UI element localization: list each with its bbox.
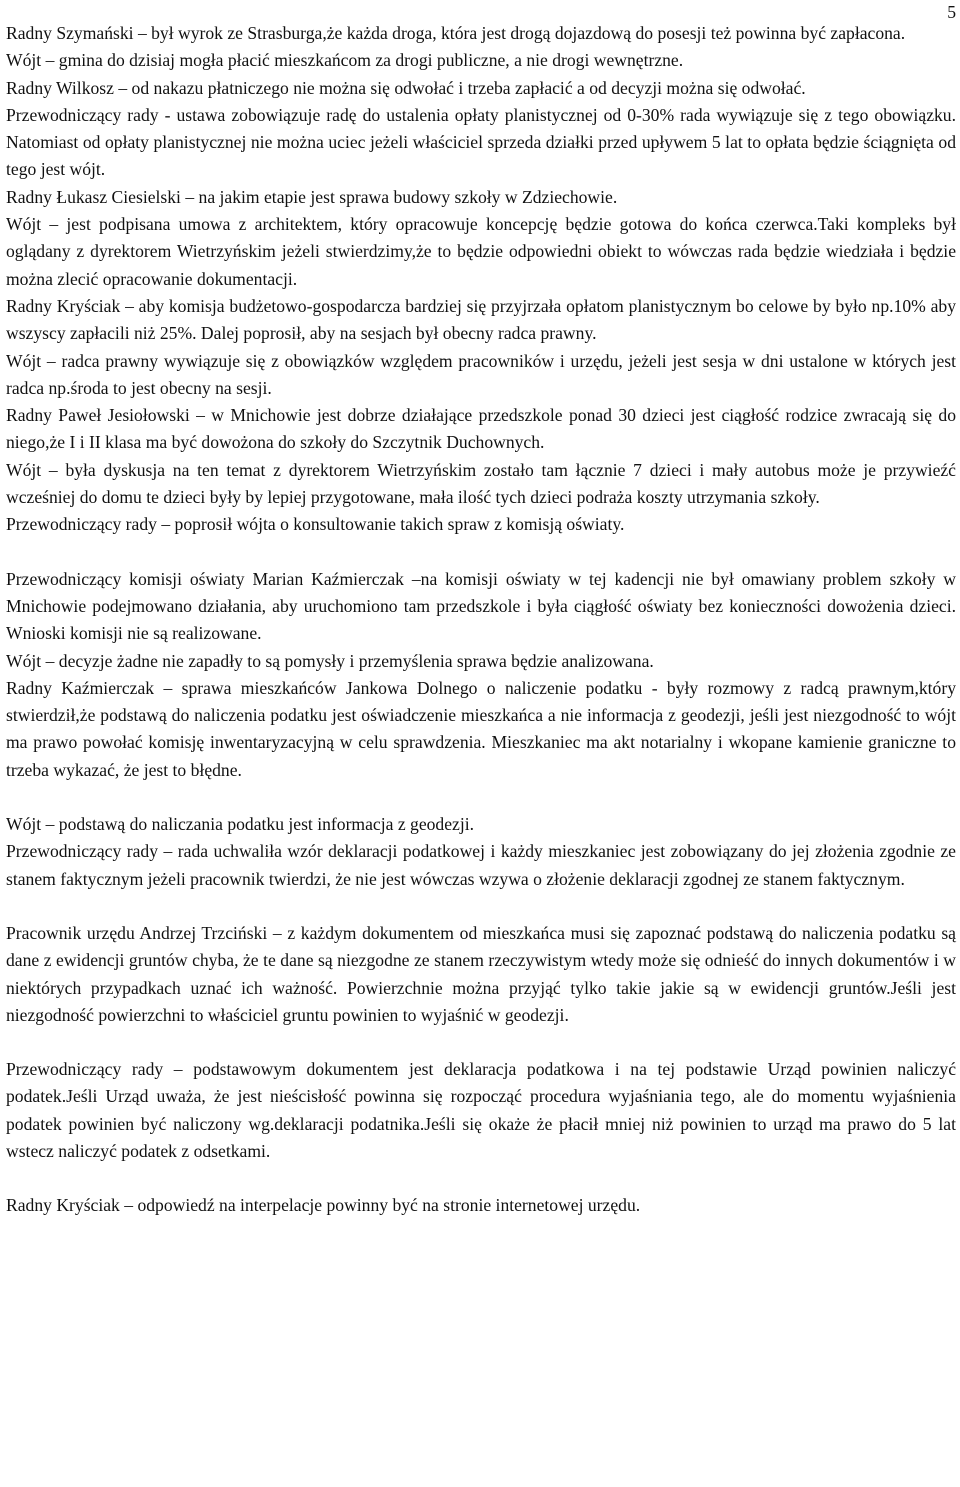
paragraph: Radny Szymański – był wyrok ze Strasburga,że każda droga, która jest drogą dojazdową do posesji też powinna być zapłacona.: [6, 23, 906, 43]
paragraph: Przewodniczący rady – podstawowym dokumentem jest deklaracja podatkowa i na tej podstawie Urząd powinien naliczyć podatek.Jeśli Urząd uważa, że jest nieścisłość powinna się rozpocząć procedura wyjaśniania tego, ale do momentu wyjaśnienia podatek powinien być naliczony wg.deklaracji podatnika.Jeśli się okaże że płacił mniej niż powinien to urząd ma prawo do 5 lat wstecz naliczyć podatek z odsetkami.: [6, 1059, 956, 1161]
paragraph: Przewodniczący rady - ustawa zobowiązuje radę do ustalenia opłaty planistycznej od 0-30% rada wywiązuje się z tego obowiązku. Natomiast od opłaty planistycznej nie można uciec jeżeli właściciel sprzeda działki przed upływem 5 lat to opłata będzie ściągnięta od tego jest wójt.: [6, 104, 956, 180]
paragraph: Przewodniczący komisji oświaty Marian Kaźmierczak –na komisji oświaty w tej kadencji nie był omawiany problem szkoły w Mnichowie podejmowano działania, aby uruchomiono tam przedszkole i była ciągłość oświaty bez konieczności dowożenia dzieci. Wnioski komisji nie są realizowane.: [6, 568, 956, 644]
paragraph: Radny Kaźmierczak – sprawa mieszkańców Jankowa Dolnego o naliczenie podatku - były rozmowy z radcą prawnym,który stwierdził,że podstawą do naliczenia podatku jest oświadczenie mieszkańca a nie informacja z geodezji, jeśli jest niezgodność to wójt ma prawo powołać komisję inwentaryzacyjną w celu sprawdzenia. Mieszkaniec ma akt notarialny i wkopane kamienie graniczne to trzeba wykazać, że jest to błędne.: [6, 677, 956, 780]
paragraph: Radny Kryściak – odpowiedź na interpelacje powinny być na stronie internetowej urzędu.: [6, 1195, 641, 1216]
paragraph: Pracownik urzędu Andrzej Trzciński – z każdym dokumentem od mieszkańca musi się zapoznać podstawą do naliczenia podatku są dane z ewidencji gruntów chyba, że te dane są niezgodne ze stanem rzeczywistym wtedy może się odnieść do innych dokumentów i w niektórych przypadkach uznać ich ważność. Powierzchnie można przyjąć tylko takie jakie są w ewidencji gruntów.Jeśli jest niezgodność powierzchni to właściciel gruntu powinien to wyjaśnić w geodezji.: [6, 922, 956, 1025]
paragraph: Wójt – decyzje żadne nie zapadły to są pomysły i przemyślenia sprawa będzie analizowana.: [6, 650, 654, 671]
paragraph: Radny Łukasz Ciesielski – na jakim etapie jest sprawa budowy szkoły w Zdziechowie.: [6, 186, 618, 207]
page-number: 5: [947, 2, 956, 22]
paragraph: Radny Wilkosz – od nakazu płatniczego nie można się odwołać i trzeba zapłacić a od decyzji można się odwołać.: [6, 77, 806, 98]
paragraph: Radny Kryściak – aby komisja budżetowo-gospodarcza bardziej się przyjrzała opłatom planistycznym bo celowe by było np.10% aby wszyscy zapłacili niż 25%. Dalej poprosił, aby na sesjach był obecny radca prawny.: [6, 295, 956, 344]
paragraph: Wójt – gmina do dzisiaj mogła płacić mieszkańcom za drogi publiczne, a nie drogi wewnętrzne.: [6, 50, 684, 71]
paragraph: Wójt – podstawą do naliczania podatku jest informacja z geodezji.: [6, 814, 475, 835]
paragraph-list: [6, 20, 956, 1220]
paragraph: Radny Paweł Jesiołowski – w Mnichowie jest dobrze działające przedszkole ponad 30 dzieci jest ciągłość rodzice zwracają się do niego,że I i II klasa ma być dowożona do szkoły do Szczytnik Duchownych.: [6, 405, 956, 453]
paragraph: Wójt – była dyskusja na ten temat z dyrektorem Wietrzyńskim zostało tam łącznie 7 dzieci i mały autobus może je przywieźć wcześniej do domu te dzieci były by lepiej przygotowane, mała ilość tych dzieci podraża koszty utrzymania szkoły.: [6, 459, 956, 508]
paragraph: Wójt – radca prawny wywiązuje się z obowiązków względem pracowników i urzędu, jeżeli jest sesja w dni ustalone w których jest radca np.środa to jest obecny na sesji.: [6, 350, 956, 398]
paragraph: Przewodniczący rady – poprosił wójta o konsultowanie takich spraw z komisją oświaty.: [6, 514, 625, 535]
paragraph: Przewodniczący rady – rada uchwaliła wzór deklaracji podatkowej i każdy mieszkaniec jest zobowiązany do jej złożenia zgodnie ze stanem faktycznym jeżeli pracownik twierdzi, że nie jest wówczas wzywa o złożenie deklaracji zgodnej ze stanem faktycznym.: [6, 841, 956, 889]
paragraph: Wójt – jest podpisana umowa z architektem, który opracowuje koncepcję będzie gotowa do końca czerwca.Taki kompleks był oglądany z dyrektorem Wietrzyńskim jeżeli stwierdzimy,że to będzie odpowiedni obiekt to wówczas rada będzie wiedziała i będzie można zlecić opracowanie dokumentacji.: [6, 214, 956, 289]
